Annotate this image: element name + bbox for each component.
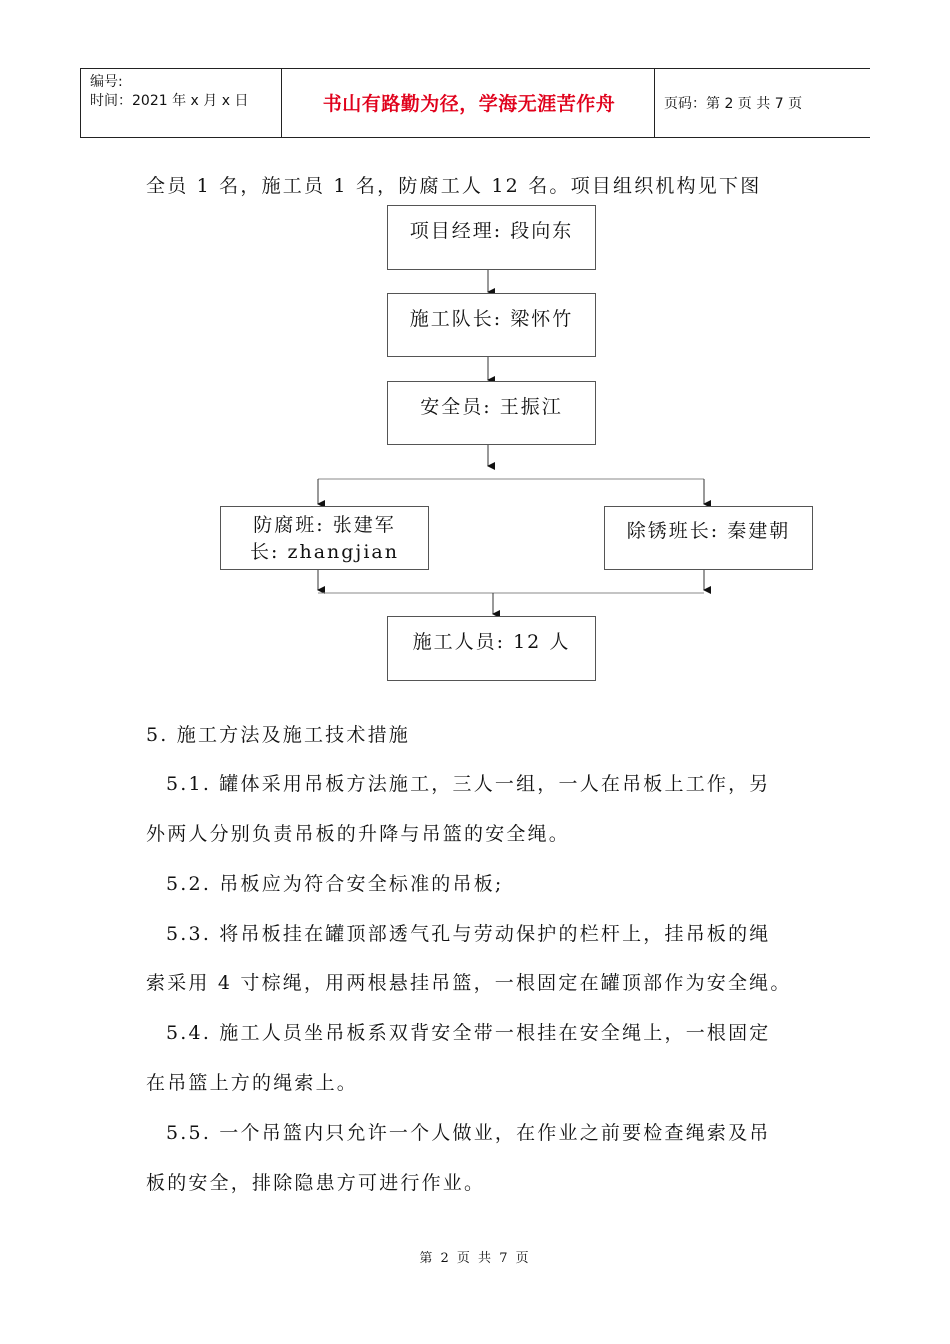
item-line: 5.5. 一个吊篮内只允许一个人做业，在作业之前要检查绳索及吊 (166, 1122, 771, 1144)
org-box-label: 除锈班长: 秦建朝 (626, 520, 791, 542)
org-box-label: 安全员: 王振江 (420, 396, 563, 418)
item-line: 5.4. 施工人员坐吊板系双背安全带一根挂在安全绳上，一根固定 (166, 1022, 771, 1044)
org-box-safety (387, 381, 596, 445)
header-id-label: 编号: (90, 74, 123, 90)
org-box-label: 防腐班: 张建军 (253, 514, 396, 536)
org-box-label: 施工队长: 梁怀竹 (409, 308, 574, 330)
org-box-team-lead (387, 293, 596, 357)
item-line: 5.2. 吊板应为符合安全标准的吊板; (166, 873, 504, 895)
org-box-derust (604, 506, 813, 570)
item-line: 外两人分别负责吊板的升降与吊篮的安全绳。 (146, 823, 571, 845)
org-box-anticorrosion (220, 506, 429, 570)
item-line: 在吊篮上方的绳索上。 (146, 1072, 359, 1094)
org-box-manager (387, 205, 596, 270)
intro-line: 全员 1 名，施工员 1 名，防腐工人 12 名。项目组织机构见下图 (146, 175, 762, 197)
org-box-label: 项目经理: 段向东 (409, 220, 574, 242)
org-box-workers (387, 616, 596, 681)
item-line: 板的安全，排除隐患方可进行作业。 (146, 1172, 486, 1194)
org-box-label: 施工人员: 12 人 (412, 631, 571, 653)
header-time: 时间：2021 年 x 月 x 日 (90, 93, 249, 109)
item-line: 索采用 4 寸棕绳，用两根悬挂吊篮，一根固定在罐顶部作为安全绳。 (146, 972, 792, 994)
item-line: 5.1. 罐体采用吊板方法施工，三人一组，一人在吊板上工作，另 (166, 773, 771, 795)
item-line: 5.3. 将吊板挂在罐顶部透气孔与劳动保护的栏杆上，挂吊板的绳 (166, 923, 771, 945)
header-motto: 书山有路勤为径，学海无涯苦作舟 (322, 93, 616, 115)
header-page-label: 页码：第 2 页 共 7 页 (664, 96, 803, 112)
section-title: 5. 施工方法及施工技术措施 (146, 724, 410, 746)
org-box-label: 长: zhangjian (250, 541, 399, 563)
page-footer: 第 2 页 共 7 页 (419, 1251, 531, 1266)
